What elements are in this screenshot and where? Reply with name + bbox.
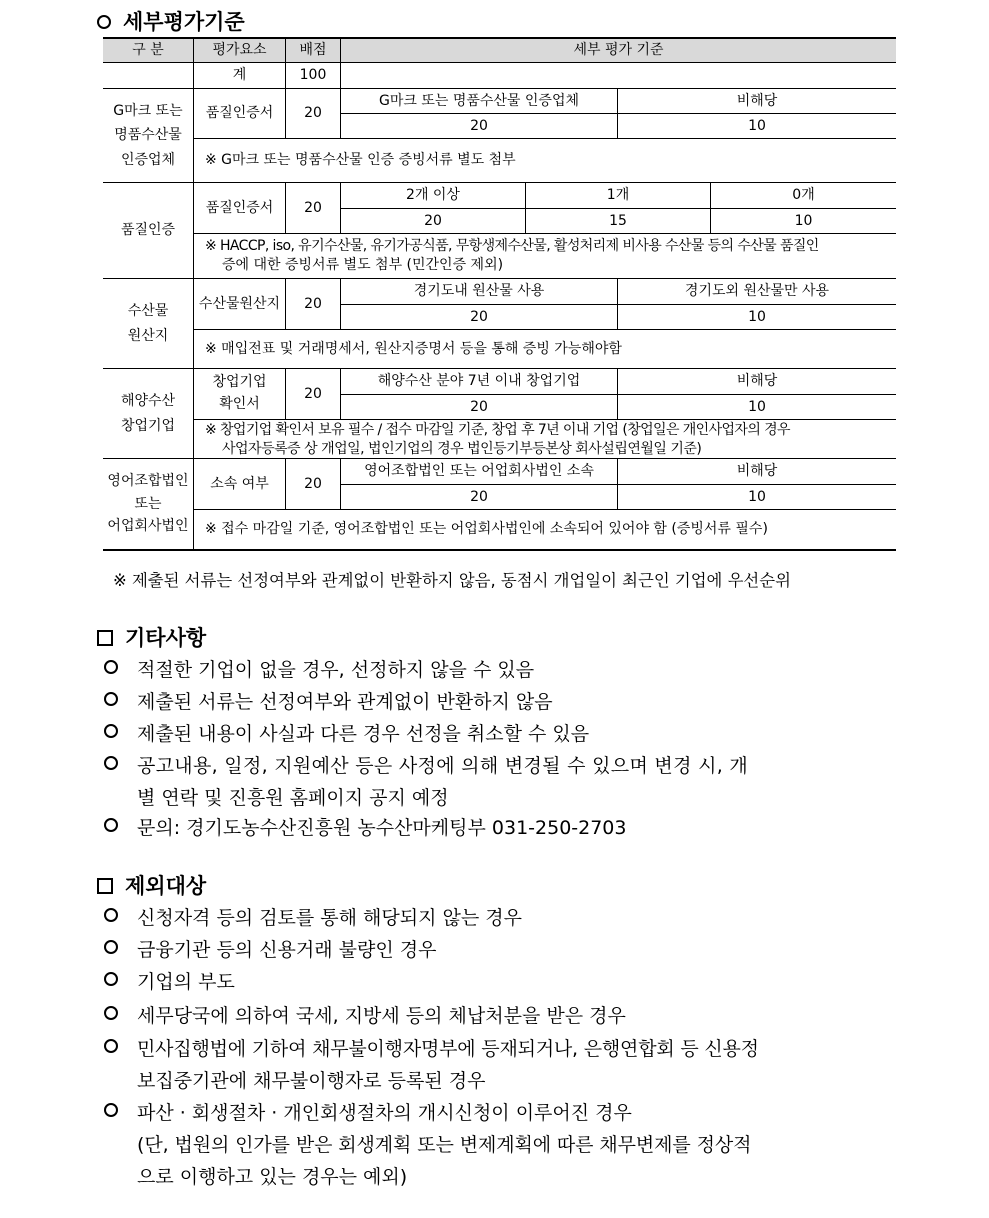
criteria-score: 20: [470, 308, 488, 325]
category-quality: 품질인증: [120, 222, 176, 239]
criteria-label: 2개 이상: [406, 187, 460, 204]
criteria-score: 20: [470, 398, 488, 415]
header-element: 평가요소: [212, 42, 267, 59]
element-quality: 품질인증서: [205, 199, 274, 216]
element-cooperative: 소속 여부: [210, 475, 269, 492]
header-score: 배점: [299, 42, 327, 59]
criteria-score: 10: [794, 212, 813, 229]
score-quality: 20: [304, 199, 322, 216]
circle-bullet-icon: [104, 972, 118, 986]
score-origin: 20: [304, 295, 322, 312]
header-category: 구 분: [132, 42, 164, 59]
score-startup: 20: [304, 385, 322, 402]
note-cooperative: ※ 접수 마감일 기준, 영어조합법인 또는 어업회사법인에 소속되어 있어야 함 (증빙서류 필수): [205, 521, 768, 537]
header-criteria: 세부 평가 기준: [573, 42, 664, 59]
list-item-continuation: 으로 이행하고 있는 경우는 예외): [137, 1166, 408, 1188]
criteria-score: 20: [424, 212, 442, 229]
note-origin: ※ 매입전표 및 거래명세서, 원산지증명서 등을 통해 증빙 가능해야함: [205, 341, 622, 357]
square-bullet-icon: [97, 630, 113, 646]
criteria-score: 10: [748, 117, 766, 134]
criteria-score: 20: [470, 117, 488, 134]
note-quality: ※ HACCP, iso, 유기수산물, 유기가공식품, 무항생제수산물, 활성처리제 비사용 수산물 등의 수산물 품질인 증에 대한 증빙서류 별도 첨부 (민간인증 제외): [205, 238, 819, 273]
criteria-label: G마크 또는 명품수산물 인증업체: [378, 92, 579, 109]
list-item-continuation: 별 연락 및 진흥원 홈페이지 공지 예정: [137, 787, 449, 809]
score-cooperative: 20: [304, 475, 322, 492]
criteria-label: 1개: [606, 187, 630, 204]
criteria-label: 비해당: [736, 92, 778, 109]
list-item-continuation: (단, 법원의 인가를 받은 회생계획 또는 변제계획에 따른 채무변제를 정상적: [137, 1134, 752, 1156]
section-title-other: 기타사항: [97, 622, 206, 652]
criteria-score: 10: [748, 488, 766, 505]
criteria-label: 경기도외 원산물만 사용: [684, 283, 830, 300]
element-gmark: 품질인증서: [205, 105, 274, 122]
criteria-label: 경기도내 원산물 사용: [413, 283, 545, 300]
element-startup: 창업기업 확인서: [212, 374, 267, 412]
table-footnote: ※ 제출된 서류는 선정여부와 관계없이 반환하지 않음, 동점시 개업일이 최근인 기업에 우선순위: [113, 571, 791, 590]
criteria-label: 해양수산 분야 7년 이내 창업기업: [377, 373, 581, 390]
circle-bullet-icon: [104, 660, 118, 674]
criteria-score: 20: [470, 488, 488, 505]
category-startup: 해양수산 창업기업: [120, 393, 176, 434]
category-gmark: G마크 또는 명품수산물 인증업체: [113, 102, 183, 168]
square-bullet-icon: [97, 878, 113, 894]
criteria-score: 10: [748, 308, 766, 325]
circle-bullet-icon: [104, 724, 118, 738]
list-item-continuation: 보집중기관에 채무불이행자로 등록된 경우: [137, 1070, 486, 1092]
criteria-label: 영어조합법인 또는 어업회사법인 소속: [364, 463, 594, 480]
evaluation-table: [103, 37, 896, 551]
category-cooperative: 영어조합법인 또는 어업회사법인: [107, 473, 189, 535]
note-gmark: ※ G마크 또는 명품수산물 인증 증빙서류 별도 첨부: [205, 152, 516, 168]
criteria-score: 10: [748, 398, 766, 415]
total-label: 계: [232, 67, 247, 84]
circle-bullet-icon: [104, 692, 118, 706]
score-gmark: 20: [304, 105, 322, 122]
circle-bullet-icon: [104, 940, 118, 954]
circle-bullet-icon: [104, 1103, 118, 1117]
section-title-evaluation: 세부평가기준: [97, 6, 245, 36]
criteria-label: 0개: [792, 187, 815, 204]
criteria-label: 비해당: [736, 373, 778, 390]
circle-bullet-icon: [104, 1006, 118, 1020]
circle-bullet-icon: [97, 15, 111, 29]
circle-bullet-icon: [104, 756, 118, 770]
total-score: 100: [299, 67, 327, 84]
category-origin: 수산물 원산지: [127, 303, 169, 344]
circle-bullet-icon: [104, 818, 118, 832]
note-startup: ※ 창업기업 확인서 보유 필수 / 접수 마감일 기준, 창업 후 7년 이내 기업 (창업일은 개인사업자의 경우 사업자등록증 상 개업일, 법인기업의 경우 법인등기부등본상 회사설립연월일 기준): [205, 422, 790, 457]
criteria-label: 비해당: [736, 463, 778, 480]
criteria-score: 15: [609, 212, 627, 229]
circle-bullet-icon: [104, 908, 118, 922]
circle-bullet-icon: [104, 1039, 118, 1053]
section-title-exclusion: 제외대상: [97, 870, 206, 900]
element-origin: 수산물원산지: [198, 295, 281, 312]
